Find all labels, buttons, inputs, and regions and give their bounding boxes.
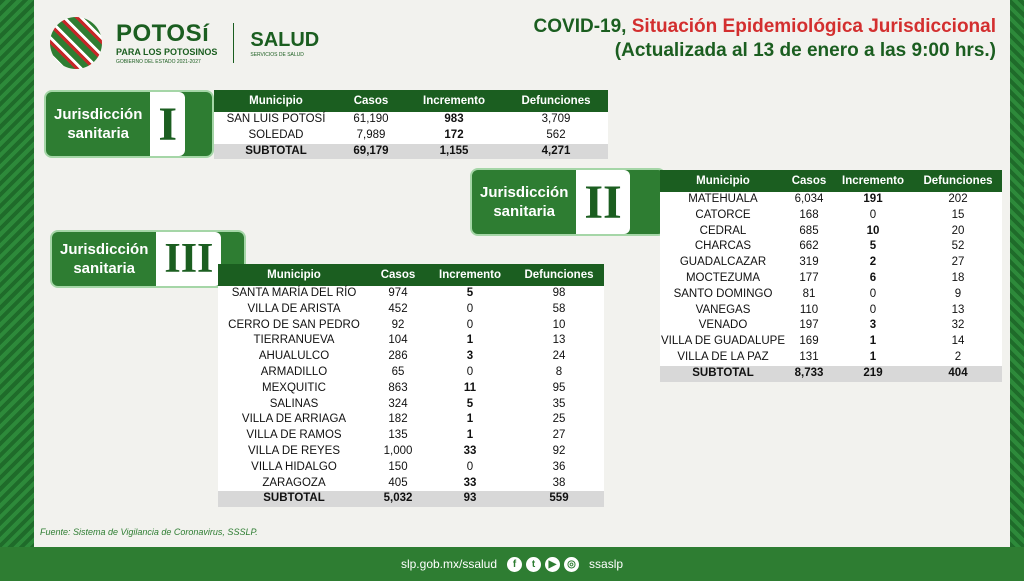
jurisdiction-3-table: [218, 264, 604, 507]
decorative-left-strip: [0, 0, 34, 581]
cell-defunciones: 8: [555, 365, 563, 378]
table-row: [214, 112, 608, 128]
cell-municipio: MOCTEZUMA: [685, 271, 761, 284]
cell-municipio: VILLA DE RAMOS: [246, 429, 342, 442]
column-header: Incremento: [426, 264, 514, 286]
jurisdiction-1-label: [44, 90, 214, 158]
cell-defunciones: 18: [951, 271, 965, 284]
jurisdiction-2-numeral: II: [576, 170, 629, 234]
cell-incremento: 10: [866, 224, 880, 237]
cell-incremento: 1: [466, 413, 474, 426]
cell-casos: 150: [388, 460, 408, 473]
cell-municipio: CEDRAL: [699, 224, 747, 237]
cell-incremento: 172: [444, 128, 464, 141]
column-header: Municipio: [214, 90, 338, 112]
cell-municipio: SALINAS: [269, 397, 319, 410]
youtube-icon[interactable]: ▶: [545, 557, 560, 572]
cell-casos: 452: [388, 302, 408, 315]
title-prefix: COVID-19,: [533, 16, 627, 37]
cell-municipio: VILLA DE REYES: [247, 444, 341, 457]
cell-incremento: 2: [869, 256, 877, 269]
column-header: Casos: [370, 264, 426, 286]
cell-casos: 1,000: [383, 444, 413, 457]
cell-incremento: 3: [466, 350, 474, 363]
cell-municipio: CHARCAS: [694, 240, 752, 253]
table-row: [218, 333, 604, 349]
cell-municipio: SANTO DOMINGO: [673, 287, 773, 300]
cell-defunciones: 27: [951, 256, 965, 269]
salud-name: SALUD: [250, 29, 320, 51]
column-header: Casos: [786, 170, 832, 192]
brand-subtitle: PARA LOS POTOSINOS: [116, 46, 218, 57]
footer-url[interactable]: slp.gob.mx/ssalud: [400, 557, 498, 571]
cell-incremento: 0: [869, 303, 877, 316]
cell-municipio: SOLEDAD: [248, 128, 304, 141]
cell-municipio: SANTA MARÍA DEL RÍO: [231, 287, 357, 299]
cell-incremento: 983: [444, 113, 464, 125]
cell-casos: 685: [799, 224, 819, 237]
cell-casos: 61,190: [353, 113, 389, 125]
cell-defunciones: 98: [552, 287, 566, 299]
subtotal-incremento: 219: [832, 366, 914, 382]
table-row: [218, 428, 604, 444]
column-header: Municipio: [660, 170, 786, 192]
subtotal-defunciones: 404: [914, 366, 1002, 382]
cell-incremento: 5: [869, 240, 877, 253]
cell-incremento: 0: [466, 318, 474, 331]
brand-name: POTOSí: [116, 19, 210, 47]
footer-handle[interactable]: ssaslp: [589, 557, 624, 571]
potosi-logo-icon: [44, 11, 108, 75]
table-row: [660, 224, 1002, 240]
jurisdiction-3-numeral: III: [156, 232, 221, 286]
cell-municipio: VILLA DE GUADALUPE: [661, 335, 785, 348]
cell-defunciones: 14: [951, 335, 965, 348]
subtotal-row: [660, 366, 1002, 382]
subtotal-incremento: 93: [426, 491, 514, 507]
cell-casos: 92: [391, 318, 405, 331]
cell-incremento: 0: [869, 287, 877, 300]
cell-defunciones: 38: [552, 476, 566, 489]
subtotal-casos: 8,733: [786, 366, 832, 382]
cell-incremento: 1: [869, 350, 877, 363]
jurisdiction-2-label: [470, 168, 666, 236]
subtotal-label: SUBTOTAL: [218, 491, 370, 507]
table-row: [218, 476, 604, 492]
subtotal-row: [214, 144, 608, 160]
cell-casos: 81: [802, 287, 816, 300]
table-row: [660, 350, 1002, 366]
header: [44, 10, 319, 76]
cell-municipio: VILLA DE LA PAZ: [677, 350, 769, 363]
cell-defunciones: 13: [552, 334, 566, 347]
cell-defunciones: 27: [552, 429, 566, 442]
cell-defunciones: 562: [546, 128, 566, 141]
cell-municipio: MEXQUITIC: [262, 381, 326, 394]
cell-defunciones: 32: [951, 319, 965, 332]
column-header: Defunciones: [914, 170, 1002, 192]
jurisdiction-3-label: [50, 230, 246, 288]
table-row: [218, 397, 604, 413]
column-header: Incremento: [404, 90, 504, 112]
page-title: [534, 16, 996, 62]
cell-incremento: 33: [463, 444, 477, 457]
cell-incremento: 0: [466, 302, 474, 315]
table-row: [660, 208, 1002, 224]
subtotal-label: SUBTOTAL: [214, 144, 338, 160]
cell-casos: 169: [799, 335, 819, 348]
cell-casos: 286: [388, 350, 408, 363]
subtotal-label: SUBTOTAL: [660, 366, 786, 382]
cell-incremento: 6: [869, 271, 877, 284]
cell-municipio: MATEHUALA: [688, 193, 758, 205]
cell-defunciones: 95: [552, 381, 566, 394]
jurisdiction-2-label-line1: Jurisdicción: [480, 184, 569, 201]
cell-defunciones: 24: [552, 350, 566, 363]
facebook-icon[interactable]: f: [507, 557, 522, 572]
table-row: [218, 302, 604, 318]
jurisdiction-1-label-line2: sanitaria: [67, 125, 130, 142]
table-row: [218, 381, 604, 397]
cell-defunciones: 92: [552, 444, 566, 457]
cell-casos: 974: [388, 287, 408, 299]
table-row: [660, 287, 1002, 303]
jurisdiction-1-label-line1: Jurisdicción: [54, 106, 143, 123]
cell-casos: 182: [388, 413, 408, 426]
subtotal-defunciones: 4,271: [504, 144, 608, 160]
cell-casos: 7,989: [356, 128, 386, 141]
cell-defunciones: 9: [954, 287, 962, 300]
column-header: Defunciones: [514, 264, 604, 286]
subtotal-casos: 69,179: [338, 144, 404, 160]
cell-municipio: ZARAGOZA: [262, 476, 326, 489]
table-row: [660, 239, 1002, 255]
cell-defunciones: 52: [951, 240, 965, 253]
table-row: [218, 460, 604, 476]
cell-casos: 104: [388, 334, 408, 347]
subtotal-casos: 5,032: [370, 491, 426, 507]
cell-casos: 6,034: [794, 193, 824, 205]
cell-defunciones: 10: [552, 318, 566, 331]
footer: [0, 547, 1024, 581]
table-row: [218, 412, 604, 428]
subtotal-row: [218, 491, 604, 507]
cell-casos: 324: [388, 397, 408, 410]
cell-defunciones: 25: [552, 413, 566, 426]
jurisdiction-1-table: [214, 90, 608, 159]
cell-casos: 65: [391, 365, 405, 378]
decorative-right-strip: [1010, 0, 1024, 581]
header-divider: [233, 23, 234, 63]
jurisdiction-1-numeral: I: [150, 92, 185, 156]
cell-municipio: ARMADILLO: [260, 365, 328, 378]
cell-incremento: 191: [863, 193, 883, 205]
title-date: (Actualizada al 13 de enero a las 9:00 hrs.): [614, 40, 996, 61]
source-note: Fuente: Sistema de Vigilancia de Coronavirus, SSSLP.: [40, 527, 258, 537]
cell-municipio: GUADALCAZAR: [679, 256, 767, 269]
cell-incremento: 5: [466, 287, 474, 299]
brand: [116, 21, 217, 66]
table-row: [218, 349, 604, 365]
twitter-icon[interactable]: t: [526, 557, 541, 572]
table-row: [660, 318, 1002, 334]
instagram-icon[interactable]: ◎: [564, 557, 579, 572]
column-header: Defunciones: [504, 90, 608, 112]
cell-municipio: CERRO DE SAN PEDRO: [228, 318, 360, 331]
cell-casos: 168: [799, 208, 819, 221]
table-row: [660, 303, 1002, 319]
cell-defunciones: 58: [552, 302, 566, 315]
cell-municipio: VENADO: [698, 319, 748, 332]
table-row: [660, 255, 1002, 271]
brand-government: GOBIERNO DEL ESTADO 2021-2027: [116, 58, 201, 65]
cell-incremento: 0: [869, 208, 877, 221]
cell-defunciones: 20: [951, 224, 965, 237]
cell-casos: 110: [799, 303, 819, 316]
cell-incremento: 1: [466, 429, 474, 442]
cell-incremento: 1: [466, 334, 474, 347]
cell-municipio: CATORCE: [695, 208, 751, 221]
cell-municipio: VILLA DE ARRIAGA: [241, 413, 347, 426]
cell-incremento: 11: [463, 381, 477, 394]
subtotal-incremento: 1,155: [404, 144, 504, 160]
cell-defunciones: 202: [948, 193, 968, 205]
cell-municipio: VILLA HIDALGO: [251, 460, 337, 473]
jurisdiction-2-table: [660, 170, 1002, 382]
subtotal-defunciones: 559: [514, 491, 604, 507]
jurisdiction-3-label-line2: sanitaria: [73, 260, 136, 277]
cell-incremento: 1: [869, 335, 877, 348]
table-row: [660, 192, 1002, 208]
column-header: Casos: [338, 90, 404, 112]
column-header: Municipio: [218, 264, 370, 286]
table-row: [660, 334, 1002, 350]
cell-incremento: 0: [466, 460, 474, 473]
cell-defunciones: 3,709: [541, 113, 571, 125]
cell-casos: 662: [799, 240, 819, 253]
cell-casos: 319: [799, 256, 819, 269]
jurisdiction-2-label-line2: sanitaria: [493, 203, 556, 220]
table-row: [218, 286, 604, 302]
cell-casos: 177: [799, 271, 819, 284]
cell-casos: 135: [388, 429, 408, 442]
cell-incremento: 33: [463, 476, 477, 489]
table-row: [214, 128, 608, 144]
cell-municipio: VANEGAS: [695, 303, 751, 316]
salud-subtitle: SERVICIOS DE SALUD: [250, 52, 304, 58]
jurisdiction-3-label-line1: Jurisdicción: [60, 241, 149, 258]
cell-incremento: 3: [869, 319, 877, 332]
cell-casos: 863: [388, 381, 408, 394]
cell-incremento: 5: [466, 397, 474, 410]
cell-defunciones: 36: [552, 460, 566, 473]
cell-casos: 131: [799, 350, 819, 363]
cell-municipio: AHUALULCO: [258, 350, 330, 363]
table-row: [218, 444, 604, 460]
cell-municipio: TIERRANUEVA: [253, 334, 335, 347]
cell-casos: 197: [799, 319, 819, 332]
title-highlight: Situación Epidemiológica Jurisdiccional: [631, 16, 996, 37]
cell-municipio: VILLA DE ARISTA: [247, 302, 341, 315]
cell-casos: 405: [388, 476, 408, 489]
table-row: [660, 271, 1002, 287]
cell-defunciones: 2: [954, 350, 962, 363]
table-row: [218, 318, 604, 334]
column-header: Incremento: [832, 170, 914, 192]
cell-defunciones: 35: [552, 397, 566, 410]
cell-incremento: 0: [466, 365, 474, 378]
cell-defunciones: 15: [951, 208, 965, 221]
table-row: [218, 365, 604, 381]
cell-municipio: SAN LUIS POTOSÍ: [226, 113, 326, 125]
cell-defunciones: 13: [951, 303, 965, 316]
salud-brand: [250, 28, 319, 58]
